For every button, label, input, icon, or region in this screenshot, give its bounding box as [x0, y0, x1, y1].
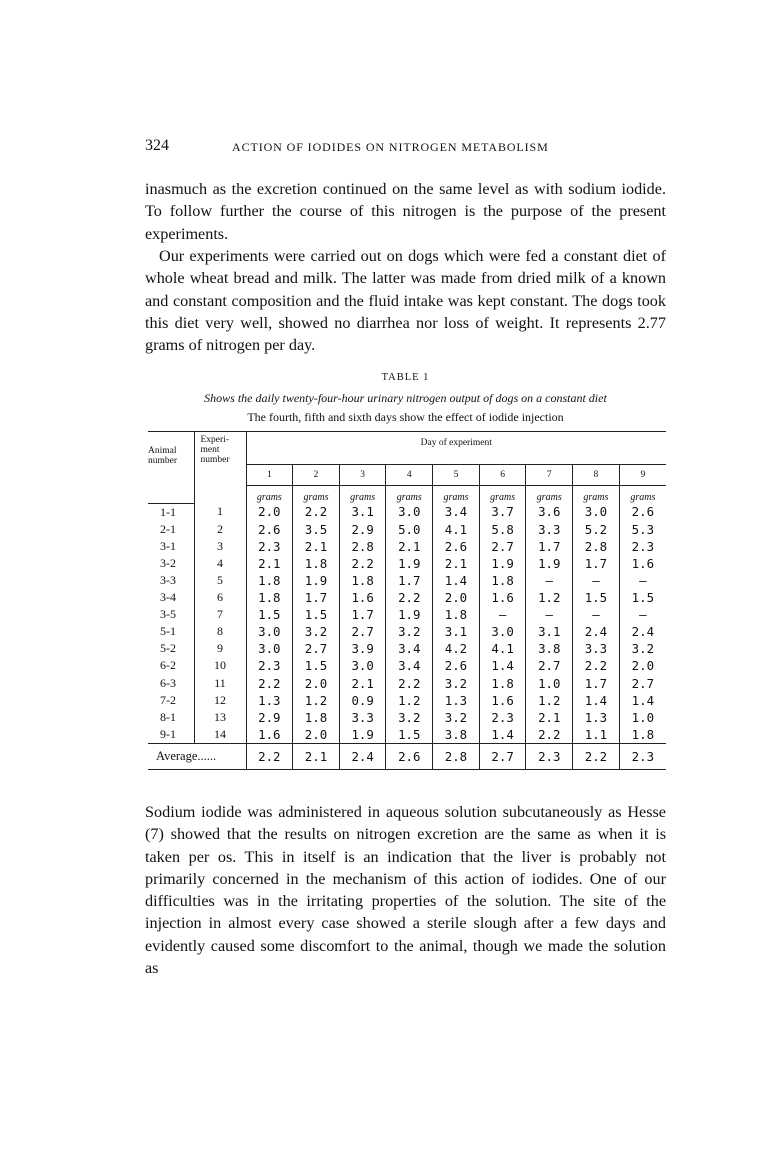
experiment-number-cell: 10 — [194, 657, 246, 674]
value-cell: 1.3 — [573, 709, 620, 726]
experiment-number-cell: 8 — [194, 623, 246, 640]
value-cell: 3.0 — [573, 503, 620, 521]
table-subtitle: The fourth, fifth and sixth days show the effect of iodide injection — [247, 410, 564, 424]
value-cell: 1.0 — [619, 709, 666, 726]
average-value-cell: 2.4 — [339, 743, 386, 769]
value-cell: 1.5 — [619, 589, 666, 606]
value-cell: 1.8 — [339, 572, 386, 589]
value-cell: 3.4 — [386, 640, 433, 657]
day-header-7: 7 — [526, 465, 573, 486]
animal-number-cell: 6-3 — [160, 675, 176, 690]
value-cell: 2.0 — [293, 726, 340, 744]
animal-number-cell: 6-2 — [160, 658, 176, 673]
value-cell: 1.7 — [526, 538, 573, 555]
value-cell: 2.6 — [433, 538, 480, 555]
value-cell: 1.9 — [479, 555, 526, 572]
value-cell: 1.9 — [386, 606, 433, 623]
value-cell: 1.4 — [479, 726, 526, 744]
value-cell: 1.4 — [479, 657, 526, 674]
unit-label: grams — [479, 486, 526, 504]
table-row — [148, 521, 666, 538]
table-row — [148, 640, 666, 657]
value-cell: — — [619, 572, 666, 589]
value-cell: 3.8 — [433, 726, 480, 744]
value-cell: 2.1 — [293, 538, 340, 555]
table-row — [148, 589, 666, 606]
value-cell: 3.4 — [386, 657, 433, 674]
value-cell: 2.3 — [246, 657, 293, 674]
value-cell: 1.5 — [293, 606, 340, 623]
value-cell: 1.3 — [246, 692, 293, 709]
value-cell: 3.3 — [526, 521, 573, 538]
table-row — [148, 503, 666, 521]
value-cell: 2.4 — [573, 623, 620, 640]
value-cell: 1.8 — [619, 726, 666, 744]
average-value-cell: 2.1 — [293, 743, 340, 769]
value-cell: 1.7 — [573, 675, 620, 692]
average-value-cell: 2.8 — [433, 743, 480, 769]
value-cell: — — [619, 606, 666, 623]
value-cell: 3.0 — [386, 503, 433, 521]
animal-number-cell: 3-2 — [160, 555, 176, 570]
experiment-number-cell: 4 — [194, 555, 246, 572]
animal-number-cell: 5-1 — [160, 624, 176, 639]
day-header-3: 3 — [339, 465, 386, 486]
value-cell: 1.5 — [293, 657, 340, 674]
value-cell: 1.3 — [433, 692, 480, 709]
value-cell: 1.7 — [386, 572, 433, 589]
value-cell: — — [573, 572, 620, 589]
value-cell: 1.7 — [293, 589, 340, 606]
value-cell: 3.2 — [386, 709, 433, 726]
paragraph-2: Our experiments were carried out on dogs which were fed a constant diet of whole wheat bread and milk. The latter was made from dried milk of a known and constant composition and the fluid intake was kept constant. The dogs took this diet very well, showed no diarrhea nor loss of weight. It represents 2.77 grams of nitrogen per day. — [145, 247, 666, 355]
animal-number-cell: 2-1 — [160, 521, 176, 536]
value-cell: 1.4 — [433, 572, 480, 589]
value-cell: 1.6 — [619, 555, 666, 572]
table-row — [148, 726, 666, 744]
units-blank — [148, 486, 194, 504]
experiment-number-cell: 1 — [194, 503, 246, 521]
experiment-number-cell: 14 — [194, 726, 246, 744]
running-title: ACTION OF IODIDES ON NITROGEN METABOLISM — [232, 140, 549, 154]
average-value-cell: 2.3 — [619, 743, 666, 769]
value-cell: 3.7 — [479, 503, 526, 521]
value-cell: 1.8 — [433, 606, 480, 623]
value-cell: 3.0 — [246, 640, 293, 657]
animal-number-cell: 5-2 — [160, 641, 176, 656]
value-cell: 1.8 — [479, 675, 526, 692]
average-value-cell: 2.2 — [573, 743, 620, 769]
value-cell: 4.1 — [433, 521, 480, 538]
animal-number-cell: 8-1 — [160, 709, 176, 724]
value-cell: 2.9 — [339, 521, 386, 538]
value-cell: 2.4 — [619, 623, 666, 640]
value-cell: 1.9 — [386, 555, 433, 572]
value-cell: 2.7 — [339, 623, 386, 640]
value-cell: 1.9 — [526, 555, 573, 572]
day-header-1: 1 — [246, 465, 293, 486]
value-cell: 3.2 — [433, 709, 480, 726]
average-value-cell: 2.3 — [526, 743, 573, 769]
day-header-6: 6 — [479, 465, 526, 486]
value-cell: 2.1 — [526, 709, 573, 726]
table-row — [148, 623, 666, 640]
unit-label: grams — [573, 486, 620, 504]
value-cell: 1.7 — [339, 606, 386, 623]
value-cell: 2.2 — [339, 555, 386, 572]
value-cell: 3.1 — [526, 623, 573, 640]
value-cell: 1.8 — [293, 555, 340, 572]
value-cell: 2.3 — [619, 538, 666, 555]
value-cell: 2.6 — [433, 657, 480, 674]
page-number: 324 — [145, 137, 169, 154]
value-cell: 2.6 — [619, 503, 666, 521]
value-cell: 1.8 — [246, 572, 293, 589]
value-cell: 1.5 — [386, 726, 433, 744]
value-cell: 1.4 — [619, 692, 666, 709]
header-animal-number: Animal number — [148, 432, 194, 486]
table-row — [148, 572, 666, 589]
value-cell: 3.4 — [433, 503, 480, 521]
value-cell: — — [526, 606, 573, 623]
value-cell: 5.2 — [573, 521, 620, 538]
unit-label: grams — [526, 486, 573, 504]
paragraph-3: Sodium iodide was administered in aqueous solution subcutaneously as Hesse (7) showed that the results on nitrogen excretion are the same as when it is taken per os. This in itself is an indication that the liver is probably not primarily concerned in the mechanism of this action of iodides. One of our difficulties was in the irritating properties of the solution. The site of the injection in almost every case showed a sterile slough after a few days and evidently caused some discomfort to the animal, though we made the solution as — [145, 803, 666, 978]
average-value-cell: 2.7 — [479, 743, 526, 769]
experiment-number-cell: 12 — [194, 692, 246, 709]
value-cell: 1.6 — [339, 589, 386, 606]
unit-label: grams — [386, 486, 433, 504]
day-header-4: 4 — [386, 465, 433, 486]
value-cell: 3.0 — [246, 623, 293, 640]
table-row — [148, 692, 666, 709]
animal-number-cell: 3-1 — [160, 538, 176, 553]
value-cell: 2.2 — [246, 675, 293, 692]
experiment-number-cell: 3 — [194, 538, 246, 555]
value-cell: 2.7 — [619, 675, 666, 692]
day-header-2: 2 — [293, 465, 340, 486]
value-cell: 1.9 — [339, 726, 386, 744]
animal-number-cell: 3-4 — [160, 590, 176, 605]
table-number: TABLE 1 — [381, 372, 430, 383]
average-value-cell: 2.2 — [246, 743, 293, 769]
nitrogen-output-table — [148, 431, 666, 770]
value-cell: 2.6 — [246, 521, 293, 538]
value-cell: 2.0 — [619, 657, 666, 674]
day-header-9: 9 — [619, 465, 666, 486]
value-cell: 5.8 — [479, 521, 526, 538]
experiment-number-cell: 11 — [194, 675, 246, 692]
value-cell: 1.5 — [246, 606, 293, 623]
table-row — [148, 555, 666, 572]
value-cell: 1.2 — [386, 692, 433, 709]
animal-number-cell: 7-2 — [160, 692, 176, 707]
value-cell: 1.6 — [479, 692, 526, 709]
value-cell: 1.6 — [479, 589, 526, 606]
value-cell: 1.7 — [573, 555, 620, 572]
value-cell: 3.1 — [339, 503, 386, 521]
experiment-number-cell: 6 — [194, 589, 246, 606]
value-cell: 4.2 — [433, 640, 480, 657]
header-day-of-experiment: Day of experiment — [246, 432, 666, 465]
unit-label: grams — [619, 486, 666, 504]
value-cell: 2.3 — [246, 538, 293, 555]
value-cell: 1.6 — [246, 726, 293, 744]
table-body — [148, 486, 666, 770]
table-row — [148, 675, 666, 692]
value-cell: 3.0 — [479, 623, 526, 640]
experiment-number-cell: 5 — [194, 572, 246, 589]
running-header — [145, 137, 665, 159]
value-cell: 0.9 — [339, 692, 386, 709]
experiment-number-cell: 13 — [194, 709, 246, 726]
value-cell: 1.2 — [526, 692, 573, 709]
header-experiment-number: Experi- ment number — [194, 432, 246, 486]
table-row — [148, 606, 666, 623]
value-cell: 2.7 — [293, 640, 340, 657]
value-cell: 1.0 — [526, 675, 573, 692]
table-row — [148, 657, 666, 674]
value-cell: 3.3 — [573, 640, 620, 657]
value-cell: 2.1 — [339, 675, 386, 692]
value-cell: 3.0 — [339, 657, 386, 674]
value-cell: — — [479, 606, 526, 623]
value-cell: 2.3 — [479, 709, 526, 726]
value-cell: 2.8 — [339, 538, 386, 555]
value-cell: 5.3 — [619, 521, 666, 538]
value-cell: 3.5 — [293, 521, 340, 538]
value-cell: 3.2 — [386, 623, 433, 640]
value-cell: 1.4 — [573, 692, 620, 709]
value-cell: 2.1 — [246, 555, 293, 572]
value-cell: 1.8 — [293, 709, 340, 726]
animal-number-cell: 1-1 — [160, 504, 176, 519]
value-cell: 3.3 — [339, 709, 386, 726]
day-header-5: 5 — [433, 465, 480, 486]
units-blank — [194, 486, 246, 504]
value-cell: 2.2 — [293, 503, 340, 521]
average-row — [148, 743, 666, 769]
day-header-8: 8 — [573, 465, 620, 486]
value-cell: 1.2 — [293, 692, 340, 709]
table-row — [148, 538, 666, 555]
value-cell: 2.2 — [386, 589, 433, 606]
value-cell: 3.2 — [433, 675, 480, 692]
average-label: Average...... — [148, 743, 246, 769]
animal-number-cell: 3-5 — [160, 607, 176, 622]
animal-number-cell: 3-3 — [160, 573, 176, 588]
value-cell: 1.9 — [293, 572, 340, 589]
units-row — [148, 486, 666, 504]
experiment-number-cell: 2 — [194, 521, 246, 538]
animal-number-cell: 9-1 — [160, 726, 176, 741]
value-cell: 2.0 — [433, 589, 480, 606]
value-cell: 2.2 — [526, 726, 573, 744]
value-cell: 2.0 — [246, 503, 293, 521]
value-cell: 3.2 — [293, 623, 340, 640]
paragraph-1: inasmuch as the excretion continued on the same level as with sodium iodide. To follow further the course of this nitrogen is the purpose of the present experiments. — [145, 180, 666, 243]
value-cell: 5.0 — [386, 521, 433, 538]
value-cell: 2.1 — [386, 538, 433, 555]
value-cell: 4.1 — [479, 640, 526, 657]
value-cell: 1.8 — [479, 572, 526, 589]
value-cell: 2.2 — [573, 657, 620, 674]
table-title: Shows the daily twenty-four-hour urinary nitrogen output of dogs on a constant diet — [204, 391, 607, 405]
value-cell: 3.2 — [619, 640, 666, 657]
value-cell: — — [573, 606, 620, 623]
unit-label: grams — [246, 486, 293, 504]
value-cell: 1.8 — [246, 589, 293, 606]
value-cell: 3.9 — [339, 640, 386, 657]
experiment-number-cell: 7 — [194, 606, 246, 623]
value-cell: 2.7 — [526, 657, 573, 674]
value-cell: 3.1 — [433, 623, 480, 640]
value-cell: 3.8 — [526, 640, 573, 657]
value-cell: 2.0 — [293, 675, 340, 692]
experiment-number-cell: 9 — [194, 640, 246, 657]
unit-label: grams — [339, 486, 386, 504]
average-value-cell: 2.6 — [386, 743, 433, 769]
unit-label: grams — [433, 486, 480, 504]
value-cell: 2.9 — [246, 709, 293, 726]
unit-label: grams — [293, 486, 340, 504]
value-cell: 1.1 — [573, 726, 620, 744]
value-cell: 2.1 — [433, 555, 480, 572]
table-row — [148, 709, 666, 726]
value-cell: 1.2 — [526, 589, 573, 606]
value-cell: — — [526, 572, 573, 589]
value-cell: 1.5 — [573, 589, 620, 606]
value-cell: 2.7 — [479, 538, 526, 555]
value-cell: 3.6 — [526, 503, 573, 521]
value-cell: 2.8 — [573, 538, 620, 555]
value-cell: 2.2 — [386, 675, 433, 692]
